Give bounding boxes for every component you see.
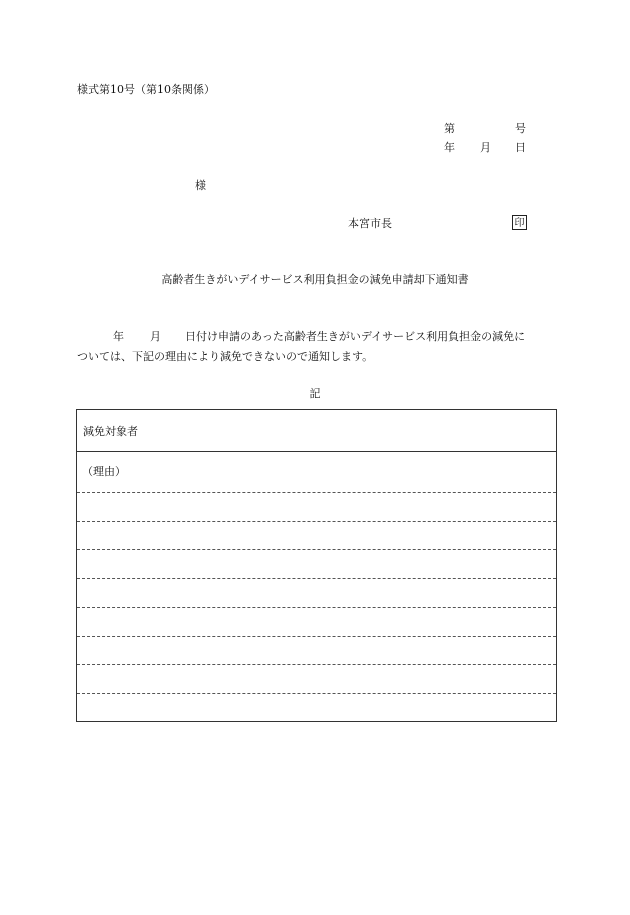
date-day-label: 日: [515, 141, 526, 154]
form-number: 様式第10号（第10条関係）: [77, 83, 215, 96]
reason-line: [77, 492, 556, 493]
body-line-1-text: 日付け申請のあった高齢者生きがいデイサービス利用負担金の減免に: [185, 330, 526, 343]
target-person-row: [77, 410, 556, 452]
addressee-honorific: 様: [195, 179, 206, 192]
doc-number-prefix: 第: [444, 122, 455, 135]
reason-line: [77, 578, 556, 579]
body-line-1: [113, 331, 525, 342]
reason-label: （理由）: [82, 465, 126, 478]
document-title: 高齢者生きがいデイサービス利用負担金の減免申請却下通知書: [161, 273, 469, 286]
body-year-label: 年: [113, 330, 124, 343]
date-month-label: 月: [480, 141, 491, 154]
body-month-label: 月: [150, 330, 161, 343]
seal-mark: 印: [512, 215, 527, 230]
reason-line: [77, 693, 556, 694]
reason-line: [77, 664, 556, 665]
reason-line: [77, 636, 556, 637]
reason-line: [77, 521, 556, 522]
date-year-label: 年: [444, 141, 455, 154]
reason-line: [77, 549, 556, 550]
ki-heading: 記: [309, 387, 321, 400]
reason-line: [77, 607, 556, 608]
target-person-label: 減免対象者: [83, 425, 138, 438]
record-table: [76, 409, 557, 722]
doc-number-suffix: 号: [515, 122, 526, 135]
issuer-name: 本宮市長: [348, 217, 392, 230]
body-line-2: ついては、下記の理由により減免できないので通知します。: [77, 350, 374, 363]
